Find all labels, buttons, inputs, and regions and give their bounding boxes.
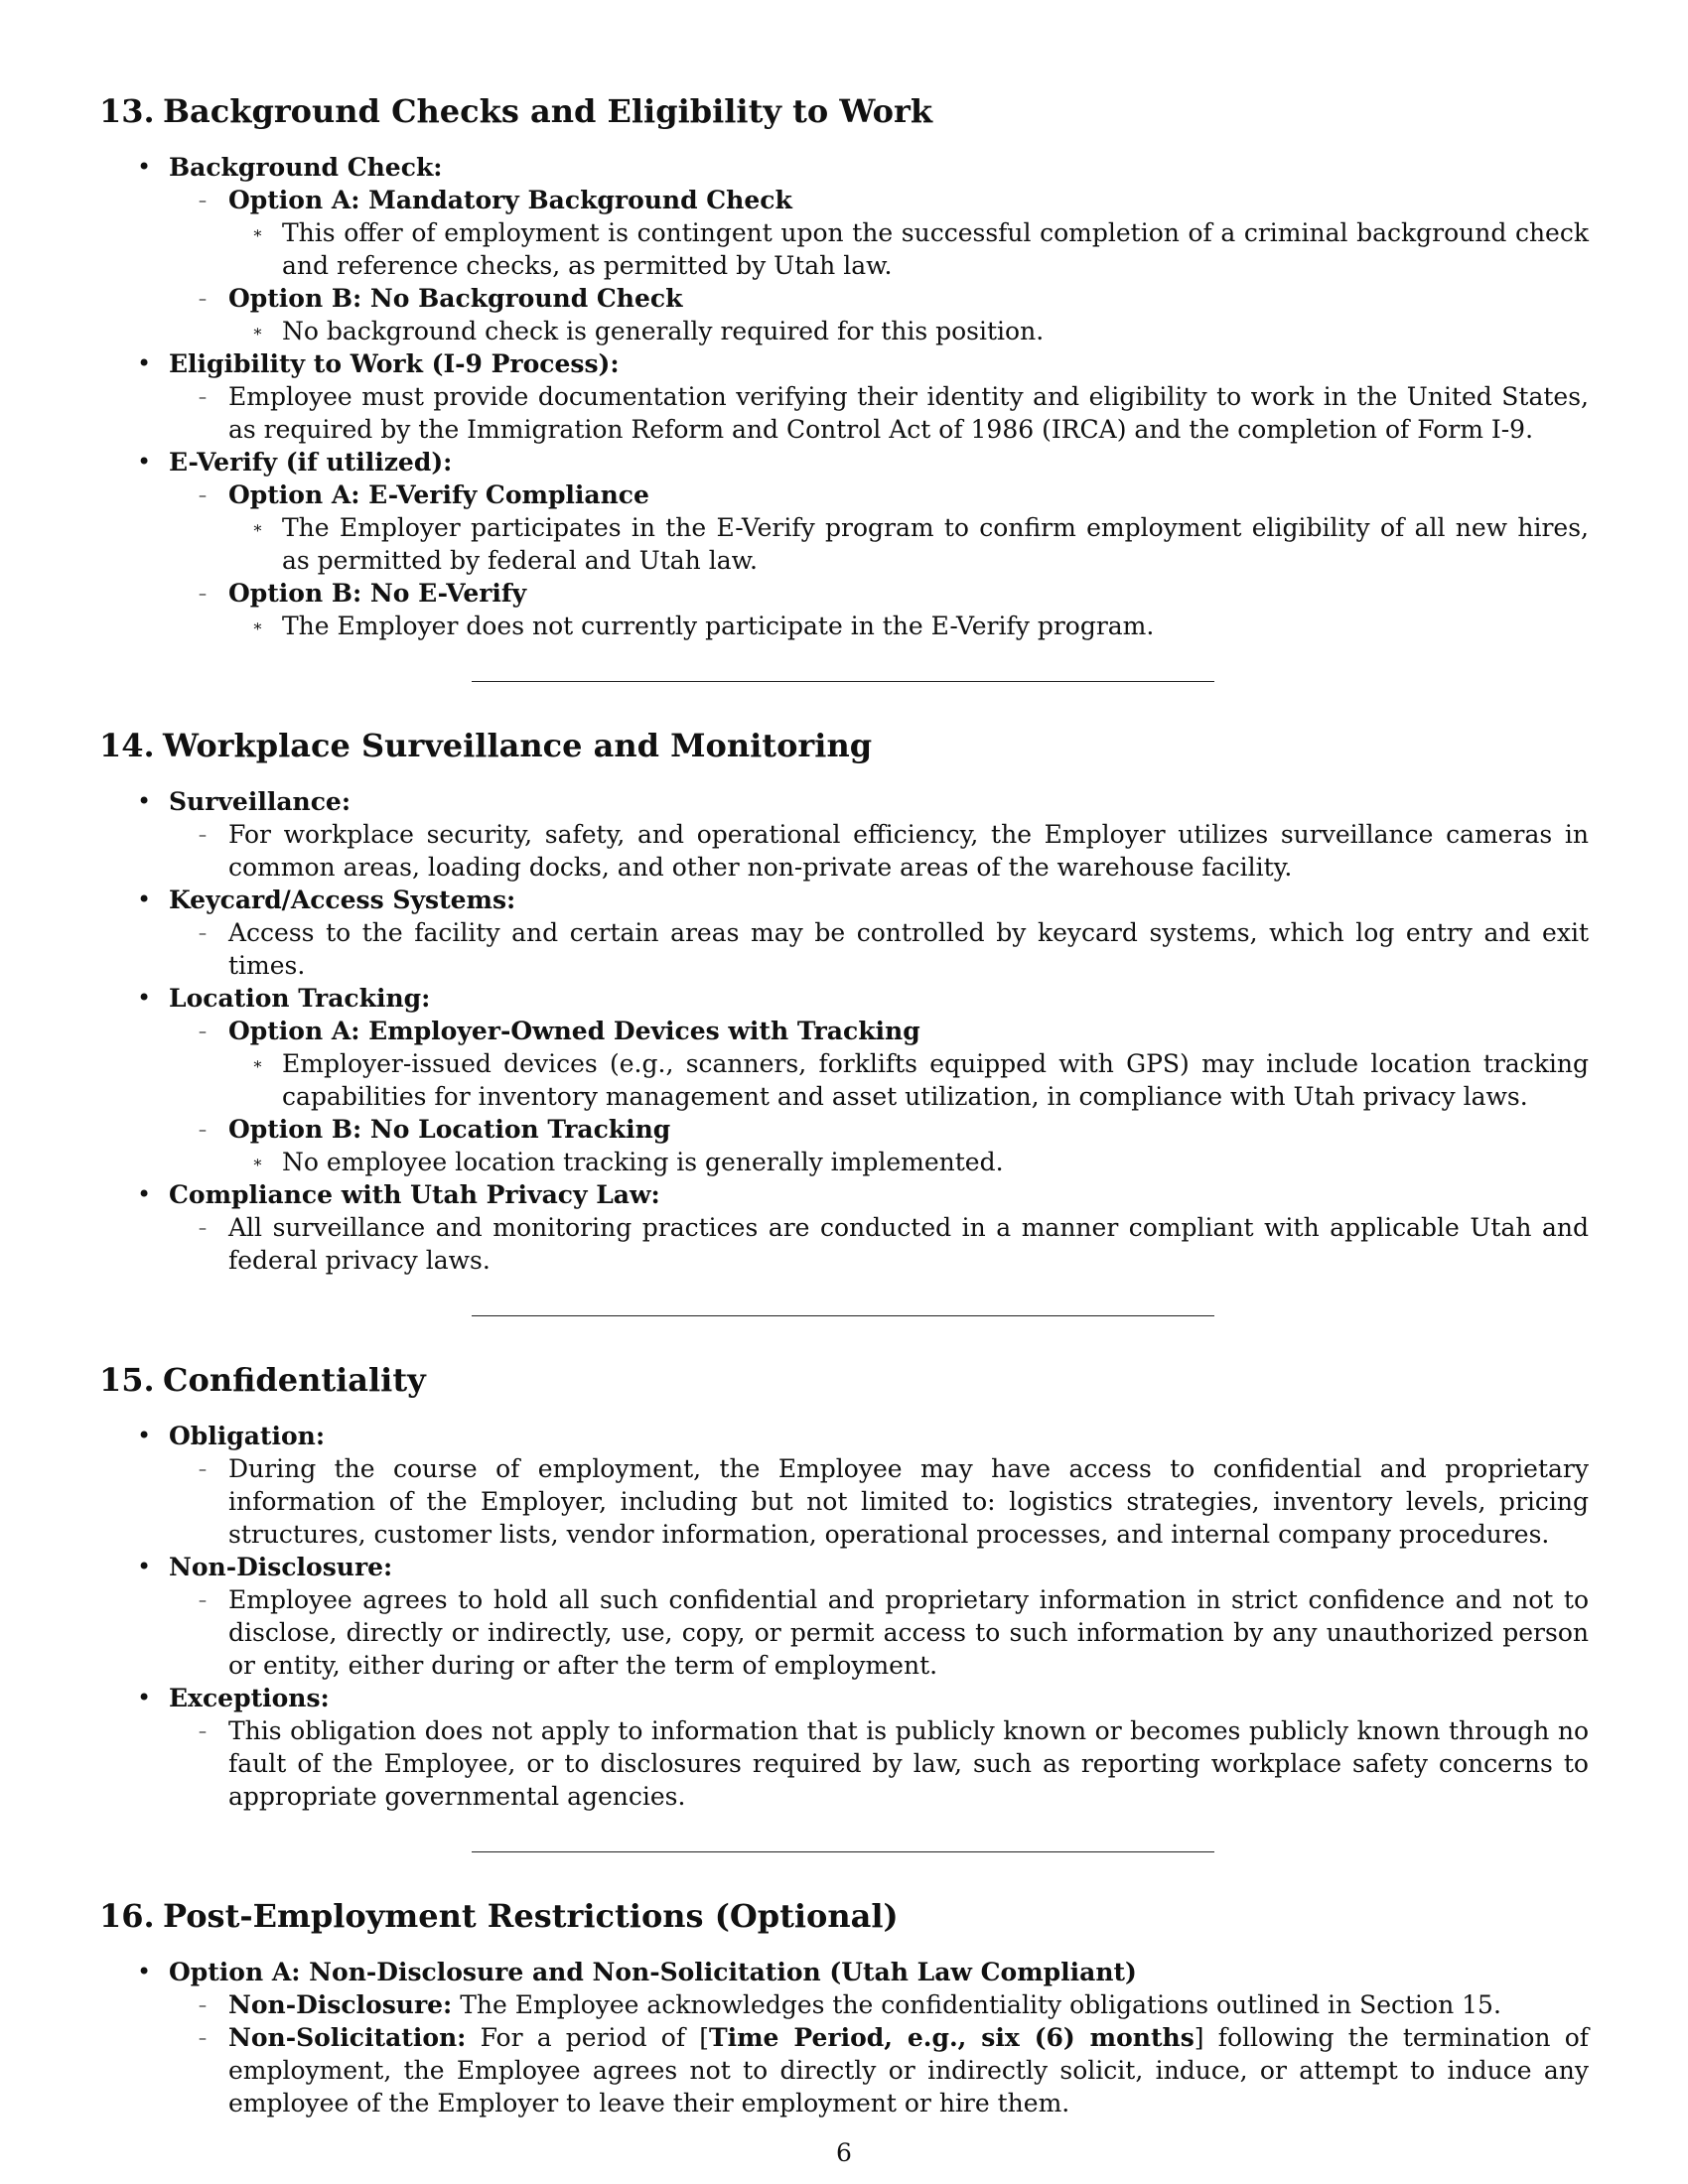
list-item — [199, 1714, 1589, 1813]
list-item — [199, 1113, 1589, 1178]
section-16-number: 16. — [99, 1897, 155, 1935]
list-item — [252, 1047, 1589, 1113]
list-item — [99, 347, 1589, 446]
list-item — [252, 315, 1589, 347]
obligation-heading: • Obligation: — [169, 1422, 326, 1450]
keycard-heading: • Keycard/Access Systems: — [169, 886, 516, 914]
option-a-heading: – Option A: Mandatory Background Check — [228, 186, 792, 214]
list-item — [252, 511, 1589, 577]
non-solicitation-text-start: For a period of [ — [480, 2023, 709, 2052]
non-solicitation-label: Non-Solicitation: — [228, 2023, 467, 2052]
background-check-options — [199, 184, 1589, 347]
section-13-list — [99, 151, 1589, 642]
list-item — [252, 216, 1589, 282]
non-disclosure-text: The Employee acknowledges the confidentiality obligations outlined in Section 15. — [460, 1990, 1501, 2019]
keycard-text: – Access to the facility and certain areas may be controlled by keycard systems, which log entry and exit times. — [228, 918, 1589, 980]
option-b-heading: – Option B: No Background Check — [228, 284, 683, 313]
list-item — [199, 1988, 1589, 2021]
section-15-title: Confidentiality — [163, 1361, 426, 1399]
list-item — [252, 610, 1589, 642]
non-disclosure-label: Non-Disclosure: — [228, 1990, 453, 2019]
exceptions-details — [199, 1714, 1589, 1813]
section-14 — [99, 726, 1589, 1277]
section-15-heading — [99, 1360, 1589, 1400]
list-item — [99, 446, 1589, 642]
non-disclosure-details — [199, 1583, 1589, 1682]
section-14-number: 14. — [99, 727, 155, 764]
option-b-heading: – Option B: No E-Verify — [228, 579, 527, 608]
list-item — [199, 818, 1589, 884]
section-13-number: 13. — [99, 92, 155, 130]
e-verify-heading: • E-Verify (if utilized): — [169, 448, 453, 477]
section-14-title: Workplace Surveillance and Monitoring — [163, 727, 873, 764]
list-item — [199, 1452, 1589, 1551]
section-15-list — [99, 1420, 1589, 1813]
list-item — [99, 1551, 1589, 1682]
option-a-details — [252, 216, 1589, 282]
list-item — [99, 1178, 1589, 1277]
section-14-heading — [99, 726, 1589, 765]
obligation-text: – During the course of employment, the Employee may have access to confidential and proprietary information of the Employer, including but not limited to: logistics strategies, inventory levels, pricing structures, customer lists, vendor information, operational processes, and internal company procedures. — [228, 1454, 1589, 1549]
list-item — [99, 785, 1589, 884]
list-item — [99, 1682, 1589, 1813]
location-tracking-options — [199, 1015, 1589, 1178]
option-a-heading: – Option A: Employer-Owned Devices with Tracking — [228, 1017, 920, 1045]
section-16-list — [99, 1956, 1589, 2119]
option-b-heading: – Option B: No Location Tracking — [228, 1115, 671, 1144]
list-item — [99, 884, 1589, 982]
list-item — [99, 982, 1589, 1178]
section-divider — [472, 1851, 1214, 1852]
list-item — [99, 151, 1589, 347]
list-item — [99, 1956, 1589, 2119]
section-16-title: Post-Employment Restrictions (Optional) — [163, 1897, 899, 1935]
option-a-heading: – Option A: E-Verify Compliance — [228, 480, 649, 509]
option-a-details — [199, 1988, 1589, 2119]
list-item — [199, 478, 1589, 577]
option-b-details — [252, 315, 1589, 347]
page-content — [99, 91, 1589, 2119]
e-verify-options — [199, 478, 1589, 642]
exceptions-text: – This obligation does not apply to information that is publicly known or becomes publicly known through no fault of the Employee, or to disclosures required by law, such as reporting workplace safety concerns to appropriate governmental agencies. — [228, 1716, 1589, 1811]
section-14-list — [99, 785, 1589, 1277]
compliance-details — [199, 1211, 1589, 1277]
compliance-text: – All surveillance and monitoring practices are conducted in a manner compliant with applicable Utah and federal privacy laws. — [228, 1213, 1589, 1275]
option-a-details — [252, 1047, 1589, 1113]
option-a-text: ∗ Employer-issued devices (e.g., scanners, forklifts equipped with GPS) may include location tracking capabilities for inventory management and asset utilization, in compliance with Utah privacy laws. — [282, 1049, 1589, 1111]
list-item — [199, 380, 1589, 446]
non-disclosure-clause — [228, 1988, 1589, 2021]
section-13 — [99, 91, 1589, 642]
non-disclosure-text: – Employee agrees to hold all such confidential and proprietary information in strict confidence and not to disclose, directly or indirectly, use, copy, or permit access to such information by any unauthorized person or entity, either during or after the term of employment. — [228, 1585, 1589, 1680]
list-item — [99, 1420, 1589, 1551]
time-period-placeholder: Time Period, e.g., six (6) months — [709, 2023, 1195, 2052]
keycard-details — [199, 916, 1589, 982]
page-number: 6 — [836, 2138, 852, 2167]
option-b-details — [252, 610, 1589, 642]
list-item — [199, 282, 1589, 347]
surveillance-text: – For workplace security, safety, and operational efficiency, the Employer utilizes surveillance cameras in common areas, loading docks, and other non-private areas of the warehouse facility. — [228, 820, 1589, 882]
section-divider — [472, 681, 1214, 682]
section-13-heading — [99, 91, 1589, 131]
list-item — [199, 916, 1589, 982]
list-item — [199, 1015, 1589, 1113]
list-item — [252, 1146, 1589, 1178]
eligibility-text: – Employee must provide documentation verifying their identity and eligibility to work in the United States, as required by the Immigration Reform and Control Act of 1986 (IRCA) and the completion of Form I-9. — [228, 382, 1589, 444]
option-a-details — [252, 511, 1589, 577]
section-13-title: Background Checks and Eligibility to Work — [163, 92, 933, 130]
section-16 — [99, 1896, 1589, 2119]
non-disclosure-heading: • Non-Disclosure: — [169, 1553, 393, 1581]
list-item — [199, 577, 1589, 642]
non-solicitation-clause — [228, 2021, 1589, 2119]
option-b-text: ∗ No employee location tracking is generally implemented. — [282, 1148, 1004, 1176]
list-item — [199, 1583, 1589, 1682]
background-check-heading: • Background Check: — [169, 153, 443, 182]
exceptions-heading: • Exceptions: — [169, 1684, 330, 1712]
list-item — [199, 1211, 1589, 1277]
compliance-heading: • Compliance with Utah Privacy Law: — [169, 1180, 660, 1209]
obligation-details — [199, 1452, 1589, 1551]
list-item — [199, 184, 1589, 282]
location-tracking-heading: • Location Tracking: — [169, 984, 431, 1013]
section-16-heading — [99, 1896, 1589, 1936]
section-15 — [99, 1360, 1589, 1813]
option-b-details — [252, 1146, 1589, 1178]
surveillance-details — [199, 818, 1589, 884]
section-15-number: 15. — [99, 1361, 155, 1399]
section-divider — [472, 1315, 1214, 1316]
option-b-text: ∗ The Employer does not currently participate in the E-Verify program. — [282, 612, 1155, 640]
surveillance-heading: • Surveillance: — [169, 787, 352, 816]
option-a-text: ∗ This offer of employment is contingent upon the successful completion of a criminal background check and reference checks, as permitted by Utah law. — [282, 218, 1589, 280]
option-b-text: ∗ No background check is generally required for this position. — [282, 317, 1045, 345]
eligibility-heading: • Eligibility to Work (I-9 Process): — [169, 349, 620, 378]
option-a-heading: • Option A: Non-Disclosure and Non-Solicitation (Utah Law Compliant) — [169, 1958, 1137, 1986]
option-a-text: ∗ The Employer participates in the E-Verify program to confirm employment eligibility of all new hires, as permitted by federal and Utah law. — [282, 513, 1589, 575]
non-solicitation-text-end: ] following the termination of employment, the Employee agrees not to directly or indirectly solicit, induce, or attempt to induce any employee of the Employer to leave their employment or hire them. — [228, 2023, 1589, 2117]
list-item — [199, 2021, 1589, 2119]
eligibility-details — [199, 380, 1589, 446]
